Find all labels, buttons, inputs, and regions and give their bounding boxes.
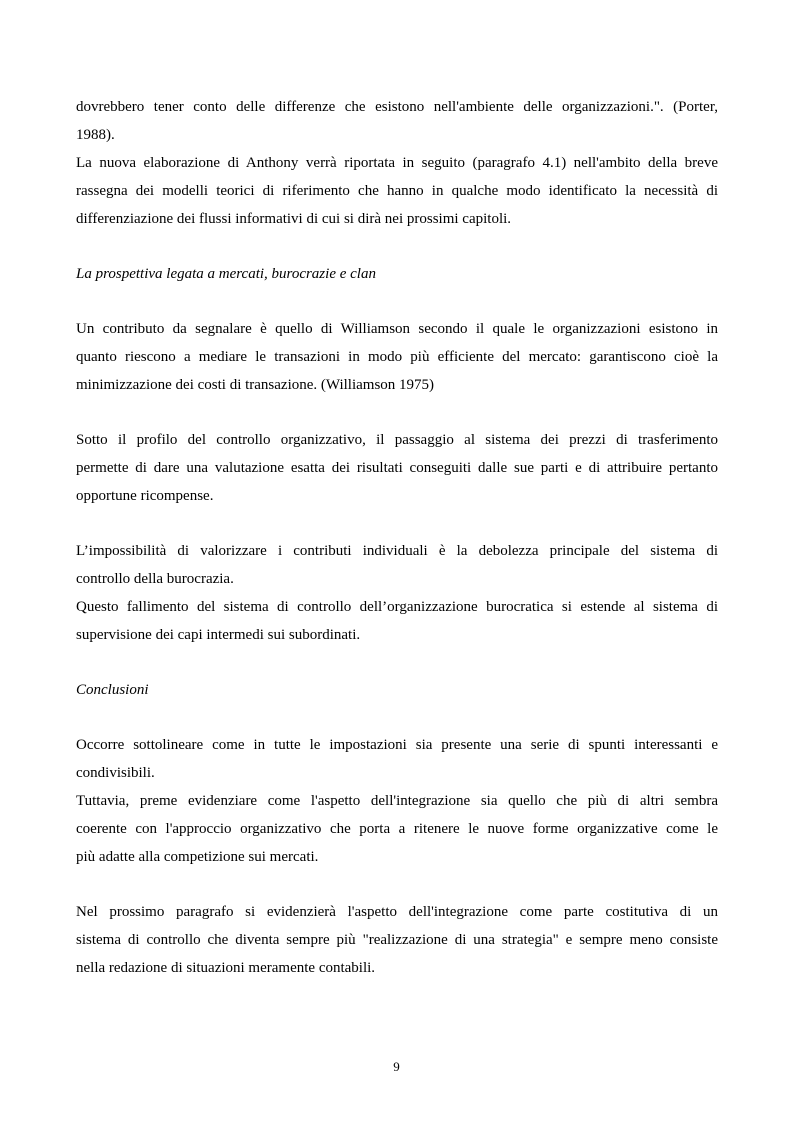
paragraph-spacer [76, 871, 718, 898]
paragraph-porter-quote-line: 1988). [76, 127, 115, 143]
paragraph-anthony-line: differenziazione dei flussi informativi di cui si dirà nei prossimi capitoli. [76, 211, 512, 227]
paragraph-bureaucracy-line: L’impossibilità di valorizzare i contributi individuali è la debolezza principale del sistema di [76, 543, 718, 559]
paragraph-spacer [76, 288, 718, 315]
paragraph-transfer-prices-line: opportune ricompense. [76, 488, 214, 504]
paragraph-spacer [76, 704, 718, 731]
paragraph-conclusions-line: più adatte alla competizione sui mercati. [76, 849, 319, 865]
paragraph-williamson-line: quanto riescono a mediare le transazioni in modo più efficiente del mercato: garantiscono cioè la [76, 349, 718, 365]
paragraph-transfer-prices-line: permette di dare una valutazione esatta dei risultati conseguiti dalle sue parti e di attribuire pertanto [76, 460, 718, 476]
paragraph-spacer [76, 649, 718, 676]
paragraph-conclusions-line: Occorre sottolineare come in tutte le impostazioni sia presente una serie di spunti interessanti e [76, 737, 718, 753]
paragraph-williamson-line: minimizzazione dei costi di transazione. (Williamson 1975) [76, 377, 435, 393]
paragraph-next-section-line: sistema di controllo che diventa sempre più "realizzazione di una strategia" e sempre meno consiste [76, 932, 718, 948]
paragraph-spacer [76, 510, 718, 537]
paragraph-anthony-line: rassegna dei modelli teorici di riferimento che hanno in qualche modo identificato la necessità di [76, 183, 718, 199]
paragraph-transfer-prices-line: Sotto il profilo del controllo organizzativo, il passaggio al sistema dei prezzi di trasferimento [76, 432, 718, 448]
document-body [76, 93, 718, 982]
paragraph-next-section-line: nella redazione di situazioni meramente contabili. [76, 960, 376, 976]
page-number: 9 [393, 1059, 400, 1074]
paragraph-anthony-line: La nuova elaborazione di Anthony verrà riportata in seguito (paragrafo 4.1) nell'ambito della breve [76, 155, 718, 171]
section-heading-conclusions: Conclusioni [76, 682, 149, 698]
paragraph-bureaucracy-line: supervisione dei capi intermedi sui subordinati. [76, 627, 361, 643]
paragraph-conclusions-line: coerente con l'approccio organizzativo che porta a ritenere le nuove forme organizzative come le [76, 821, 718, 837]
paragraph-spacer [76, 233, 718, 260]
paragraph-bureaucracy-line: Questo fallimento del sistema di controllo dell’organizzazione burocratica si estende al sistema di [76, 599, 718, 615]
paragraph-spacer [76, 399, 718, 426]
paragraph-bureaucracy-line: controllo della burocrazia. [76, 571, 234, 587]
paragraph-conclusions-line: condivisibili. [76, 765, 155, 781]
paragraph-next-section-line: Nel prossimo paragrafo si evidenzierà l'aspetto dell'integrazione come parte costitutiva di un [76, 904, 718, 920]
paragraph-porter-quote-line: dovrebbero tener conto delle differenze che esistono nell'ambiente delle organizzazioni.". (Porter, [76, 99, 718, 115]
section-heading-markets: La prospettiva legata a mercati, burocrazie e clan [76, 266, 376, 282]
paragraph-conclusions-line: Tuttavia, preme evidenziare come l'aspetto dell'integrazione sia quello che più di altri sembra [76, 793, 718, 809]
paragraph-williamson-line: Un contributo da segnalare è quello di Williamson secondo il quale le organizzazioni esistono in [76, 321, 718, 337]
